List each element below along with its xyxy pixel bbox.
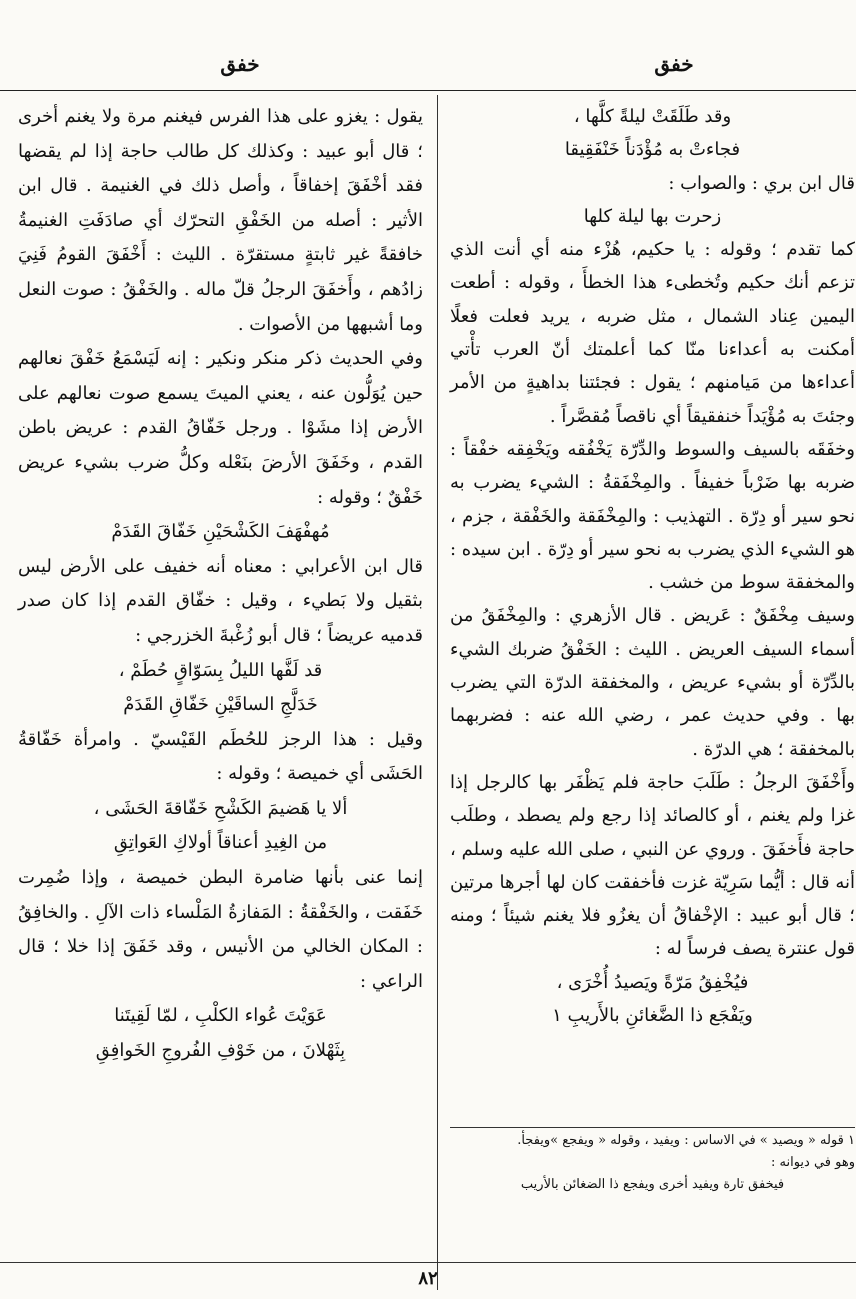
paragraph: كما تقدم ؛ وقوله : يا حكيم، هُزْء منه أي أنت الذي تزعم أنك حكيم وتُخطىء هذا الخطأَ ، وقوله : أطعت اليمين عِناد الشمال ، مثل ضربه ، يريد فعلت فعلًا أمكنت به أعداءنا منّا كما أعلمتك أنّ العرب تأْتي أعداءها من مَيامنهم ؛ يقول : فجئتنا بداهيةٍ من الأمر وجئتَ به مُؤْيَداً خنفقيقاً أي ناقصاً مُقصَّراً . xyxy=(450,239,855,427)
verse-line: عَوَيْتَ عُواء الكلْبِ ، لمّا لَقِيتَنا xyxy=(114,1005,327,1027)
footnote-verse: فيخفق تارة ويفيد أخرى ويفجع ذا الضغائن بالأريب xyxy=(520,1177,785,1192)
verse-line: ألا يا هَضيمَ الكَشْحِ خَفّاقةَ الحَشَى ، xyxy=(93,797,348,819)
right-column xyxy=(450,100,855,1032)
paragraph: وخفَقَه بالسيف والسوط والدِّرّة يَخْفُقه ويَخْفِقه خفْقاً : ضربه بها ضَرْباً خفيفاً . والمِخْفَقةُ : الشيء يضرب به نحو سير أو دِرّة . التهذيب : والمِخْفَقة والخَفْقة ، جزم ، هو الشيء الذي يضرب به نحو سير أو دِرّة . ابن سيده : والمخفقة سوط من خشب . xyxy=(450,438,855,594)
verse-line: فجاءتْ به مُؤْدَناً خَنْفَقِيقا xyxy=(564,139,741,161)
paragraph: وسيف مِخْفَقٌ : عَريض . قال الأزهري : والمِخْفَقُ من أسماء السيف العريض . الليث : الخَفْقُ ضربك الشيء بالدِّرّة أو بشيء عريض ، والمخفقة الدرّة التي يضرب بها . وفي حديث عمر ، رضي الله عنه : فضربهما بالمخفقة ؛ هي الدرّة . xyxy=(450,605,855,760)
verse-line: مُهفْهَفَ الكَشْحَيْنِ خَفّاقَ القَدَمْ xyxy=(111,521,330,543)
header-word-left: خفق xyxy=(220,52,260,76)
footnote-line: وهو في ديوانه : xyxy=(771,1155,855,1170)
verse-line: قد لَفَّها الليلُ بِسَوّاقٍ حُطَمْ ، xyxy=(118,659,323,681)
footnote-rule xyxy=(450,1127,855,1128)
verse-line: ويَفْجَع ذا الضَّغائنِ بالأَريبِ ١ xyxy=(552,1005,753,1027)
verse-line: زحرت بها ليلة كلها xyxy=(583,205,722,227)
paragraph: وقيل : هذا الرجز للحُطَم القَيْسيّ . وامرأة خَفّاقةُ الحَشَى أي خميصة ؛ وقوله : xyxy=(18,728,423,785)
left-column xyxy=(18,100,423,1069)
footnote-line: ١ قوله « ويصيد » في الاساس : ويفيد ، وقوله « ويفجع »ويفجأ. xyxy=(517,1133,855,1148)
paragraph: إنما عنى بأنها ضامرة البطن خميصة ، وإذا ضُمِرت خَفَقت ، والخَفْقةُ : المَفازةُ المَلْساء ذات الآلِ . والخافِقُ : المكان الخالي من الأنيس ، وقد خَفَقَ إذا خلا ؛ قال الراعي : xyxy=(18,867,423,992)
verse-line: بِثَهْلانَ ، من خَوْفِ الفُروجِ الخَوافِقِ xyxy=(95,1040,346,1062)
paragraph: قال ابن بري : والصواب : xyxy=(668,172,855,194)
paragraph: وفي الحديث ذكر منكر ونكير : إنه لَيَسْمَعُ خَفْقَ نعالهم حين يُوَلُّون عنه ، يعني الميتَ يسمع صوت نعالهم على الأرض إذا مشَوْا . ورجل خَفّاقُ القدم : عريض باطن القدم ، وخَفَقَ الأرضَ بنَعْله وكلُّ ضرب بشيء عريض خَفْقٌ ؛ وقوله : xyxy=(18,348,423,508)
paragraph: وأَخْفَقَ الرجلُ : طَلَبَ حاجة فلم يَظْفَر بها كالرجل إذا غزا ولم يغنم ، أو كالصائد إذا رجع ولم يصطد ، وطلَب حاجة فأَخفَقَ . وروي عن النبي ، صلى الله عليه وسلم ، أنه قال : أيُّما سَرِيّة غزت فأخفقت كان لها أجرها مرتين ؛ قال أبو عبيد : الإخْفاقُ أن يغزُو فلا يغنم شيئاً ؛ ومنه قول عنترة يصف فرساً له : xyxy=(450,771,855,960)
footnote xyxy=(450,1130,855,1196)
verse-line: فيُخْفِقُ مَرّةً ويَصيدُ أُخْرَى ، xyxy=(556,971,749,993)
verse-line: خَدَلَّجِ الساقَيْنِ خَفّاقِ القَدَمْ xyxy=(123,694,318,716)
verse-line: من الغِيدِ أعناقاً أولاكِ العَواتِقِ xyxy=(113,832,328,854)
column-divider xyxy=(437,95,438,1290)
header-word-right: خفق xyxy=(654,52,694,76)
paragraph: يقول : يغزو على هذا الفرس فيغنم مرة ولا يغنم أخرى ؛ قال أبو عبيد : وكذلك كل طالب حاجة إذا لم يقضها فقد أخْفَقَ إخفاقاً ، وأصل ذلك في الغنيمة . قال ابن الأثير : أصله من الخَفْقِ التحرّك أي صادَفَتِ الغنيمةُ خافقةً غير ثابتةٍ مستقرّة . الليث : أَخْفَقَ القومُ فَنِيَ زادُهم ، وأَخفَقَ الرجلُ قلّ ماله . والخَفْقُ : صوت النعل وما أشبهها من الأصوات . xyxy=(18,106,423,335)
footer-rule xyxy=(0,1262,856,1263)
verse-line: وقد طَلَقَتْ ليلةً كلَّها ، xyxy=(573,106,732,127)
paragraph: قال ابن الأعرابي : معناه أنه خفيف على الأرض ليس بثقيل ولا بَطيء ، وقيل : خفّاق القدم إذا كان صدر قدميه عريضاً ؛ قال أبو زُغْبةَ الخزرجي : xyxy=(18,555,423,646)
page-number: ٨٢ xyxy=(418,1268,438,1289)
header-rule xyxy=(0,90,856,91)
